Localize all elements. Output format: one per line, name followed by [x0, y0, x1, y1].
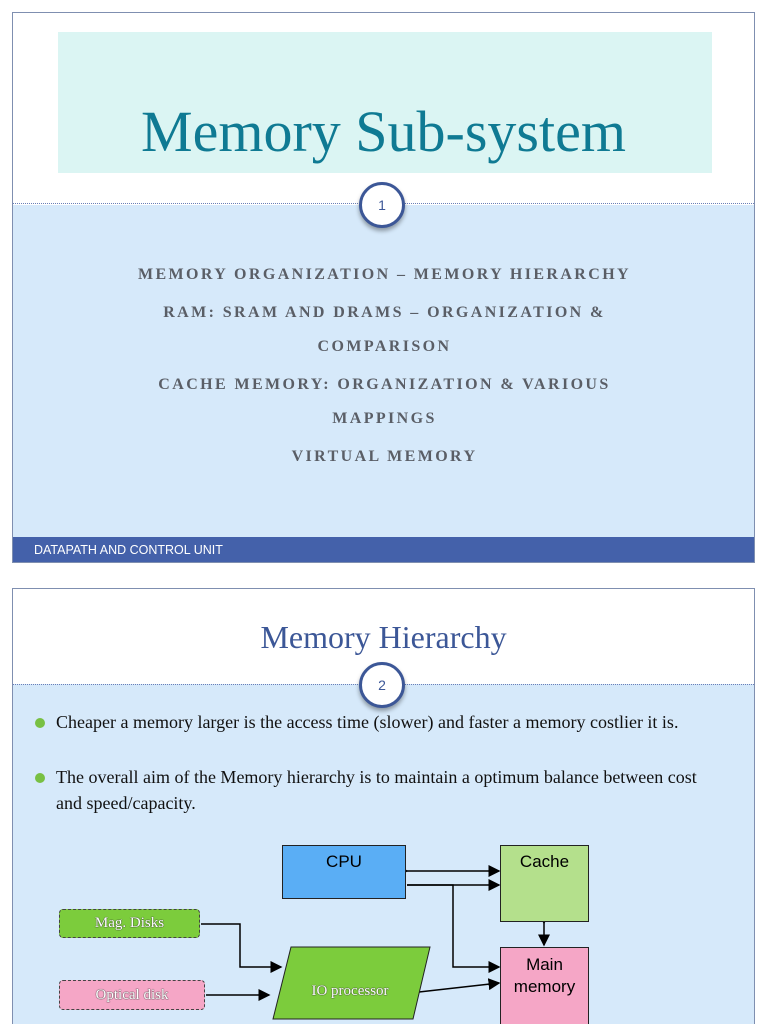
diagram-connectors: [13, 589, 755, 1024]
bullet-text: The overall aim of the Memory hierarchy is to maintain a optimum balance between cost and speed/capacity.: [56, 767, 697, 813]
mag-disks-box: [59, 909, 200, 938]
mag-disks-label: Mag. Disks: [94, 915, 165, 931]
topic-item: MAPPINGS: [332, 410, 437, 427]
main-memory-box: [500, 947, 589, 1024]
optical-disk-label: Optical disk: [95, 987, 169, 1003]
cache-label: Cache: [519, 852, 570, 871]
topic-list: [53, 258, 716, 478]
topic-item: VIRTUAL MEMORY: [291, 448, 478, 465]
topic-item: COMPARISON: [317, 338, 452, 355]
topic-item: CACHE MEMORY: ORGANIZATION & VARIOUS: [158, 376, 611, 393]
slide-number-badge: 1: [359, 182, 405, 228]
slide-2: [12, 588, 755, 1024]
main-memory-label: Main memory: [513, 955, 576, 996]
slide-footer: [13, 537, 754, 563]
topic-item: MEMORY ORGANIZATION – MEMORY HIERARCHY: [137, 266, 632, 283]
slide-title: Memory Hierarchy: [260, 619, 507, 655]
slide-number-badge: 2: [359, 662, 405, 708]
bullet-text: Cheaper a memory larger is the access time (slower) and faster a memory costlier it is.: [56, 712, 679, 732]
cpu-label: CPU: [326, 852, 362, 871]
footer-text: DATAPATH AND CONTROL UNIT: [34, 543, 223, 557]
cpu-box: [282, 845, 406, 899]
io-processor-label: IO processor: [311, 983, 389, 999]
slide-title: Memory Sub-system: [141, 99, 626, 164]
optical-disk-box: [59, 980, 205, 1010]
topic-item: RAM: SRAM AND DRAMS – ORGANIZATION &: [163, 304, 606, 321]
slide-1: [12, 12, 755, 563]
cache-box: [500, 845, 589, 922]
